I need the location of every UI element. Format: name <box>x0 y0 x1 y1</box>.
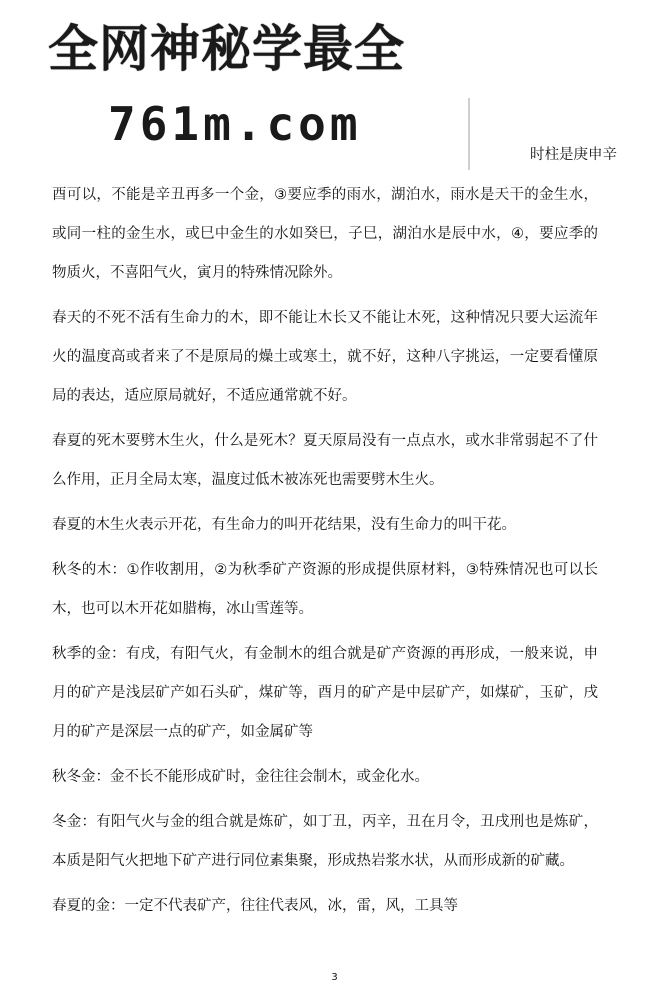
document-body <box>52 176 598 932</box>
paragraph: 秋冬金：金不长不能形成矿时，金往往会制木，或金化水。 <box>52 769 429 785</box>
continued-text-fragment: 时柱是庚申辛 <box>530 147 617 163</box>
paragraph: 春夏的死木要劈木生火，什么是死木？夏天原局没有一点点水，或水非常弱起不了什么作用，正月全局太寒，温度过低木被冻死也需要劈木生火。 <box>52 433 598 488</box>
paragraph: 冬金：有阳气火与金的组合就是炼矿，如丁丑，丙辛，丑在月令，丑戌刑也是炼矿，本质是阳气火把地下矿产进行同位素集聚，形成热岩浆水状，从而形成新的矿藏。 <box>52 814 598 869</box>
paragraph: 春天的不死不活有生命力的木，即不能让木长又不能让木死，这种情况只要大运流年火的温度高或者来了不是原局的燥土或寒土，就不好，这种八字挑运，一定要看懂原局的表达，适应原局就好，不适应通常就不好。 <box>52 310 598 404</box>
paragraph: 秋季的金：有戌，有阳气火，有金制木的组合就是矿产资源的再形成，一般来说，申月的矿产是浅层矿产如石头矿，煤矿等，酉月的矿产是中层矿产，如煤矿，玉矿，戌月的矿产是深层一点的矿产，如金属矿等 <box>52 646 598 740</box>
paragraph: 春夏的金：一定不代表矿产，往往代表风，冰，雷，风，工具等 <box>52 898 458 914</box>
watermark-title: 全网神秘学最全 <box>48 20 405 78</box>
watermark-url: 761m.com <box>108 97 362 151</box>
paragraph: 春夏的木生火表示开花，有生命力的叫开花结果，没有生命力的叫干花。 <box>52 517 516 533</box>
paragraph: 酉可以，不能是辛丑再多一个金，③要应季的雨水，湖泊水，雨水是天干的金生水，或同一柱的金生水，或巳中金生的水如癸巳，子巳，湖泊水是辰中水，④，要应季的物质火，不喜阳气火，寅月的特殊情况除外。 <box>52 187 598 281</box>
watermark-divider <box>468 98 470 170</box>
page-number: 3 <box>331 972 338 983</box>
paragraph: 秋冬的木：①作收割用，②为秋季矿产资源的形成提供原材料，③特殊情况也可以长木，也可以木开花如腊梅，冰山雪莲等。 <box>52 562 598 617</box>
